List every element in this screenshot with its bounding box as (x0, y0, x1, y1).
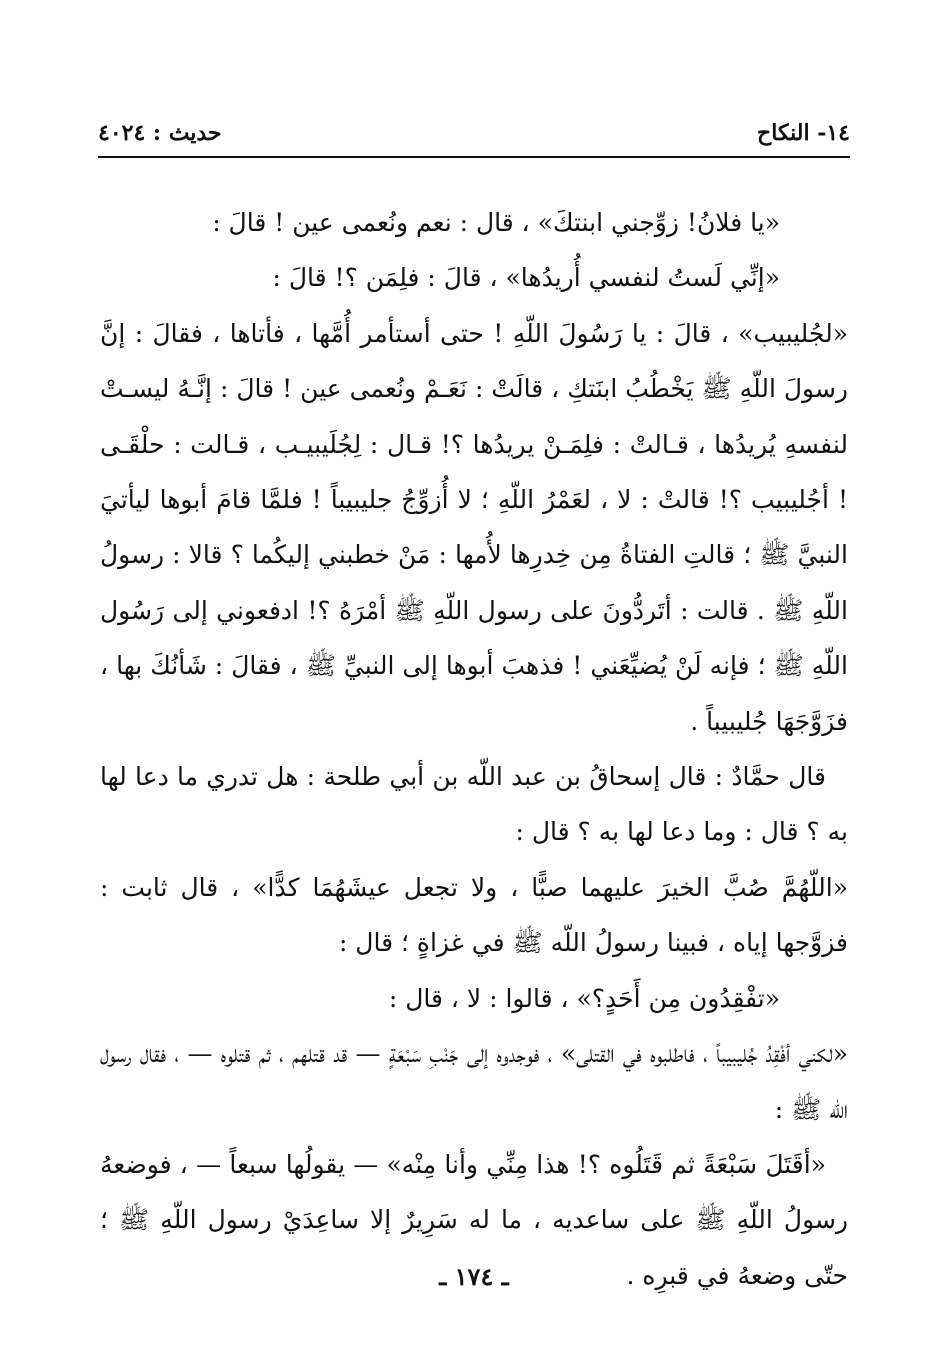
text-paragraph: «إنِّي لَستُ لنفسي أُريدُها» ، قالَ : فلِمَن ؟! قالَ : (272, 263, 780, 293)
running-header (98, 112, 850, 146)
text-paragraph: «أقَتَلَ سَبْعَةً ثم قَتَلُوه ؟! هذا مِنِّي وأنا مِنْه» — يقولُها سبعاً — ، فوضعهُ رسولُ اللّهِ ﷺ على ساعديه ، ما له سَرِيرٌ إلا ساعِدَيْ رسول اللّهِ ﷺ ؛ حتّى وضعهُ في قبرِه . (100, 1149, 848, 1290)
hadith-text (100, 195, 848, 1303)
header-divider (98, 156, 850, 158)
hadith-number: حديث : ٤٠٢٤ (98, 120, 222, 146)
text-paragraph: «يا فلانُ! زوِّجني ابنتكَ» ، قال : نعم ونُعمى عين ! قالَ : (212, 208, 780, 237)
chapter-title: ١٤- النكاح (757, 120, 850, 146)
text-paragraph: «اللّهُمَّ صُبَّ الخيرَ عليهما صبًّا ، ولا تجعل عيشَهُمَا كدًّا» ، قال ثابت : فزوَّجها إياه ، فبينا رسولُ اللّه ﷺ في غزاةٍ ؛ قال : (100, 872, 848, 958)
text-paragraph: «تفْقِدُون مِن أَحَدٍ؟» ، قالوا : لا ، قال : (388, 983, 780, 1013)
text-paragraph: قال حمَّادٌ : قال إسحاقُ بن عبد اللّه بن أبي طلحة : هل تدري ما دعا لها به ؟ قال : وما دعا لها به ؟ قال : (100, 762, 848, 847)
page-number: ـ ١٧٤ ـ (439, 1262, 509, 1291)
text-paragraph: «لكني أفْقِدُ جُليبيباً ، فاطلبوه في القتلى» ، فوجدوه إلى جَنْبِ سَبْعَةٍ — قد قتلهم ، ثم قتلوه — ، فقال رسول اللّه ﷺ : (100, 1039, 848, 1124)
text-paragraph: «لجُليبيب» ، قالَ : يا رَسُولَ اللّهِ ! حتى أستأمر أُمَّها ، فأتاها ، فقالَ : إنَّ رسولَ اللّهِ ﷺ يَخْطُبُ ابنَتكِ ، قالَتْ : نَعَـمْ ونُعمى عين ! قالَ : إنَّـهُ ليسـتْ لنفسهِ يُريدُها ، قـالتْ : فلِمَـنْ يريدُها ؟! قـال : لِجُلَيبيـب ، قـالت : حلْقَـى ! أجُليبيب ؟! قالتْ : لا ، لعَمْرُ اللّهِ ؛ لا أُزوِّجُ جليبيباً ! فلمَّا قامَ أبوها ليأتيَ النبيَّ ﷺ ؛ قالتِ الفتاةُ مِن خِدرِها لأُمها : مَنْ خطبني إليكُما ؟ قالا : رسولُ اللّهِ ﷺ . قالت : أتَردُّونَ على رسول اللّهِ ﷺ أمْرَهُ ؟! ادفعوني إلى رَسُول اللّهِ ﷺ ؛ فإنه لَنْ يُضيِّعَني ! فذهبَ أبوها إلى النبيِّ ﷺ ، فقالَ : شَأنُكَ بها ، فزَوَّجَهَا جُليبيباً . (100, 318, 848, 736)
